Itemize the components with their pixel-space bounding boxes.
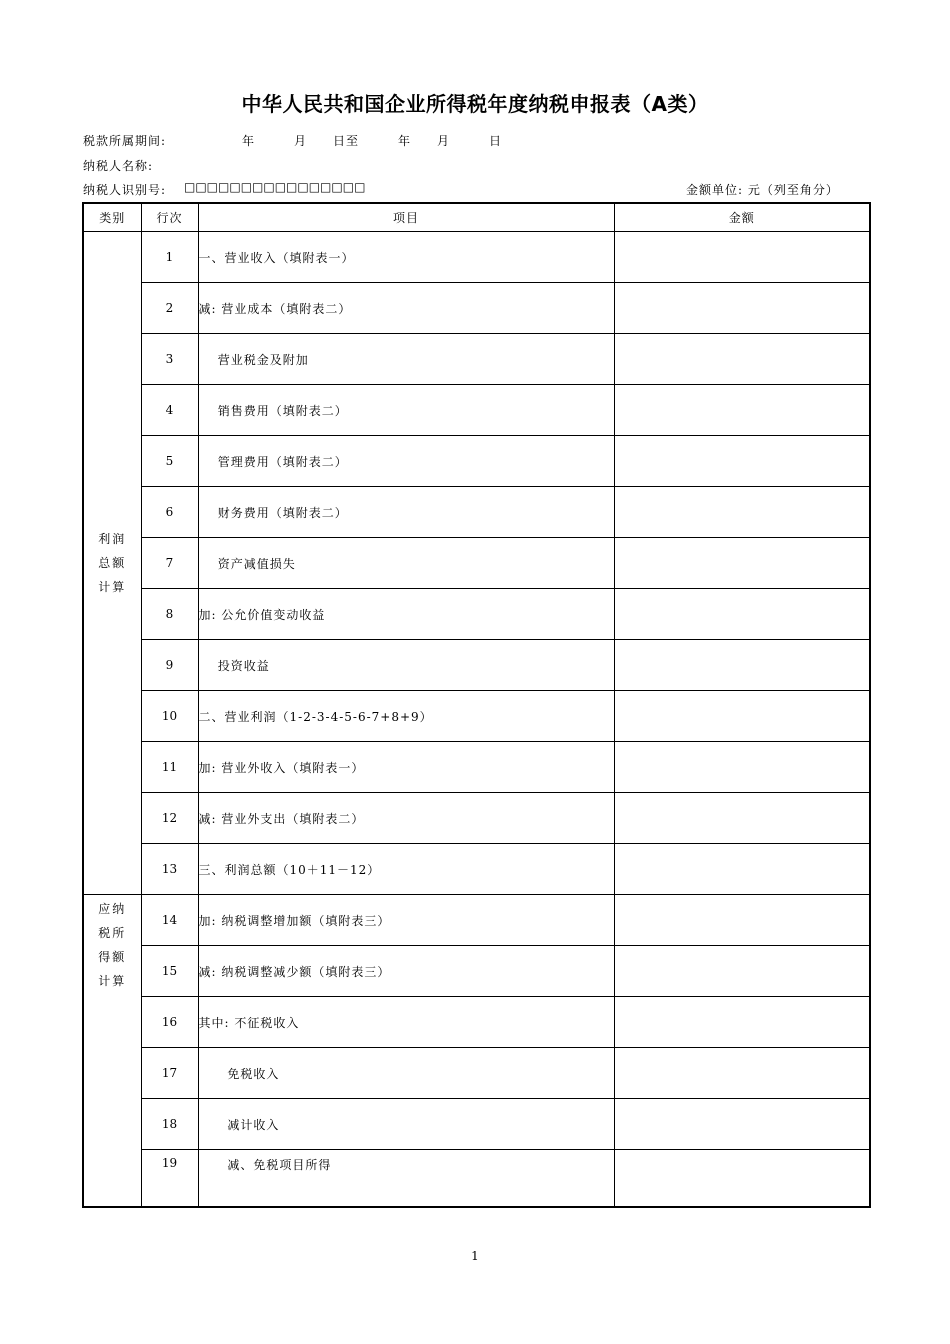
amount-cell[interactable] (614, 793, 870, 844)
category-profit-total: 利润 总额 计算 (83, 232, 141, 895)
amount-cell[interactable] (614, 1099, 870, 1150)
header-category: 类别 (83, 203, 141, 232)
amount-cell[interactable] (614, 895, 870, 946)
table-row (83, 1150, 870, 1208)
form-title: 中华人民共和国企业所得税年度纳税申报表（A类） (241, 92, 709, 116)
page-number: 1 (471, 1249, 479, 1263)
table-row (83, 436, 870, 487)
table-row (83, 640, 870, 691)
line-item: 财务费用（填附表二） (198, 487, 614, 538)
line-number: 7 (141, 538, 198, 589)
line-number: 15 (141, 946, 198, 997)
table-row (83, 385, 870, 436)
amount-cell[interactable] (614, 640, 870, 691)
category-taxable-income: 应纳 税所 得额 计算 (83, 895, 141, 1208)
taxpayer-name-label: 纳税人名称: (83, 159, 154, 173)
line-item: 加: 纳税调整增加额（填附表三） (198, 895, 614, 946)
amount-cell[interactable] (614, 538, 870, 589)
header-line-no: 行次 (141, 203, 198, 232)
table-row (83, 1048, 870, 1099)
line-number: 16 (141, 997, 198, 1048)
line-item: 管理费用（填附表二） (198, 436, 614, 487)
line-number: 6 (141, 487, 198, 538)
tax-period-label: 税款所属期间: (83, 134, 167, 148)
amount-cell[interactable] (614, 436, 870, 487)
line-item: 减、免税项目所得 (198, 1150, 614, 1208)
line-item: 一、营业收入（填附表一） (198, 232, 614, 283)
line-item: 减: 纳税调整减少额（填附表三） (198, 946, 614, 997)
amount-unit-label: 金额单位: 元（列至角分） (686, 183, 839, 197)
amount-cell[interactable] (614, 589, 870, 640)
line-item: 资产减值损失 (198, 538, 614, 589)
table-row (83, 742, 870, 793)
header-item: 项目 (198, 203, 614, 232)
table-row (83, 1099, 870, 1150)
amount-cell[interactable] (614, 334, 870, 385)
line-item: 营业税金及附加 (198, 334, 614, 385)
header-amount: 金额 (614, 203, 870, 232)
table-row (83, 232, 870, 283)
line-number: 3 (141, 334, 198, 385)
line-number: 8 (141, 589, 198, 640)
line-item: 投资收益 (198, 640, 614, 691)
table-row (83, 538, 870, 589)
line-number: 2 (141, 283, 198, 334)
line-number: 5 (141, 436, 198, 487)
tax-return-table (82, 202, 871, 1208)
table-row (83, 283, 870, 334)
line-item: 三、利润总额（10＋11－12） (198, 844, 614, 895)
amount-cell[interactable] (614, 1150, 870, 1208)
line-number: 19 (141, 1150, 198, 1208)
line-number: 14 (141, 895, 198, 946)
amount-cell[interactable] (614, 997, 870, 1048)
table-row (83, 997, 870, 1048)
line-number: 17 (141, 1048, 198, 1099)
amount-cell[interactable] (614, 283, 870, 334)
line-number: 13 (141, 844, 198, 895)
table-row (83, 793, 870, 844)
line-item: 减计收入 (198, 1099, 614, 1150)
table-row (83, 895, 870, 946)
line-number: 11 (141, 742, 198, 793)
table-row (83, 691, 870, 742)
line-item: 销售费用（填附表二） (198, 385, 614, 436)
amount-cell[interactable] (614, 385, 870, 436)
table-header-row (83, 203, 870, 232)
amount-cell[interactable] (614, 742, 870, 793)
table-row (83, 946, 870, 997)
line-item: 减: 营业外支出（填附表二） (198, 793, 614, 844)
line-number: 12 (141, 793, 198, 844)
amount-cell[interactable] (614, 232, 870, 283)
amount-cell[interactable] (614, 691, 870, 742)
line-number: 10 (141, 691, 198, 742)
line-item: 加: 公允价值变动收益 (198, 589, 614, 640)
line-number: 18 (141, 1099, 198, 1150)
amount-cell[interactable] (614, 1048, 870, 1099)
line-item: 其中: 不征税收入 (198, 997, 614, 1048)
amount-cell[interactable] (614, 487, 870, 538)
line-number: 9 (141, 640, 198, 691)
tax-period-value: 年 月 日至 年 月 日 (242, 134, 503, 148)
line-item: 加: 营业外收入（填附表一） (198, 742, 614, 793)
line-item: 减: 营业成本（填附表二） (198, 283, 614, 334)
line-number: 4 (141, 385, 198, 436)
line-item: 二、营业利润（1-2-3-4-5-6-7+8+9） (198, 691, 614, 742)
table-row (83, 487, 870, 538)
amount-cell[interactable] (614, 946, 870, 997)
table-row (83, 844, 870, 895)
taxpayer-id-label: 纳税人识别号: (83, 183, 167, 197)
taxpayer-id-boxes: □□□□□□□□□□□□□□□□ (184, 180, 366, 194)
line-item: 免税收入 (198, 1048, 614, 1099)
table-row (83, 334, 870, 385)
line-number: 1 (141, 232, 198, 283)
amount-cell[interactable] (614, 844, 870, 895)
table-row (83, 589, 870, 640)
